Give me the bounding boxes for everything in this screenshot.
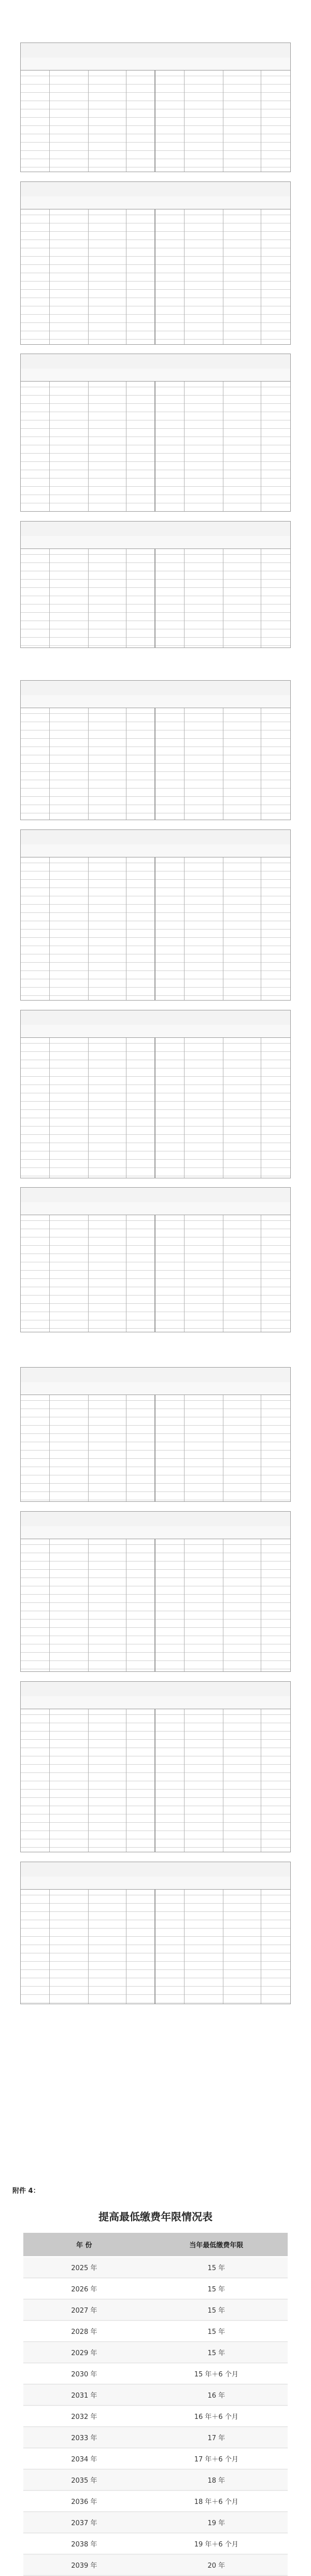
table-row <box>23 2554 288 2575</box>
table-header-row <box>23 2233 288 2257</box>
upper-table-block-9 <box>20 1367 291 1502</box>
year-cell: 2032 年 <box>23 2405 145 2427</box>
min-years-cell: 15 年 <box>145 2342 288 2363</box>
min-years-cell: 16 年 <box>145 2384 288 2405</box>
table-row <box>23 2320 288 2342</box>
min-years-cell: 16 年＋6 个月 <box>145 2405 288 2427</box>
min-years-cell: 15 年＋6 个月 <box>145 2363 288 2384</box>
year-cell: 2036 年 <box>23 2490 145 2512</box>
upper-table-block-2 <box>20 181 291 345</box>
year-cell: 2025 年 <box>23 2257 145 2278</box>
min-years-cell: 15 年 <box>145 2278 288 2299</box>
table-row <box>23 2448 288 2469</box>
year-cell: 2027 年 <box>23 2299 145 2320</box>
min-years-cell: 15 年 <box>145 2257 288 2278</box>
upper-table-block-11 <box>20 1681 291 1852</box>
table-row <box>23 2257 288 2278</box>
table-row <box>23 2533 288 2554</box>
year-cell: 2033 年 <box>23 2427 145 2448</box>
table-row <box>23 2299 288 2320</box>
upper-table-block-1 <box>20 43 291 172</box>
min-years-cell: 15 年 <box>145 2320 288 2342</box>
year-cell: 2029 年 <box>23 2342 145 2363</box>
year-cell: 2026 年 <box>23 2278 145 2299</box>
year-cell: 2035 年 <box>23 2469 145 2490</box>
table-row <box>23 2363 288 2384</box>
column-header-year: 年 份 <box>23 2233 145 2257</box>
table-row <box>23 2469 288 2490</box>
year-cell: 2031 年 <box>23 2384 145 2405</box>
column-header-min-years: 当年最低缴费年限 <box>145 2233 288 2257</box>
upper-table-block-12 <box>20 1862 291 2004</box>
year-cell: 2038 年 <box>23 2533 145 2554</box>
year-cell: 2037 年 <box>23 2512 145 2533</box>
table-row <box>23 2490 288 2512</box>
min-years-cell: 19 年 <box>145 2512 288 2533</box>
attachment-4-label: 附件 4： <box>12 2187 40 2195</box>
year-cell: 2030 年 <box>23 2363 145 2384</box>
upper-table-block-6 <box>20 829 291 1001</box>
upper-table-block-5 <box>20 680 291 820</box>
min-years-cell: 17 年＋6 个月 <box>145 2448 288 2469</box>
min-years-cell: 15 年 <box>145 2299 288 2320</box>
table-row <box>23 2427 288 2448</box>
table-row <box>23 2342 288 2363</box>
upper-table-block-10 <box>20 1511 291 1672</box>
min-years-cell: 19 年＋6 个月 <box>145 2533 288 2554</box>
upper-table-block-3 <box>20 354 291 512</box>
min-years-cell: 17 年 <box>145 2427 288 2448</box>
year-cell: 2039 年 <box>23 2554 145 2575</box>
year-cell: 2028 年 <box>23 2320 145 2342</box>
table-row <box>23 2384 288 2405</box>
table-row <box>23 2405 288 2427</box>
upper-table-block-4 <box>20 521 291 648</box>
year-cell: 2034 年 <box>23 2448 145 2469</box>
min-years-cell: 20 年 <box>145 2554 288 2575</box>
min-years-cell: 18 年＋6 个月 <box>145 2490 288 2512</box>
table-row <box>23 2278 288 2299</box>
min-years-cell: 18 年 <box>145 2469 288 2490</box>
attachment-4-title: 提高最低缴费年限情况表 <box>98 2211 213 2223</box>
table-row <box>23 2512 288 2533</box>
upper-table-block-8 <box>20 1187 291 1332</box>
upper-table-block-7 <box>20 1010 291 1178</box>
minimum-contribution-table <box>23 2233 288 2576</box>
